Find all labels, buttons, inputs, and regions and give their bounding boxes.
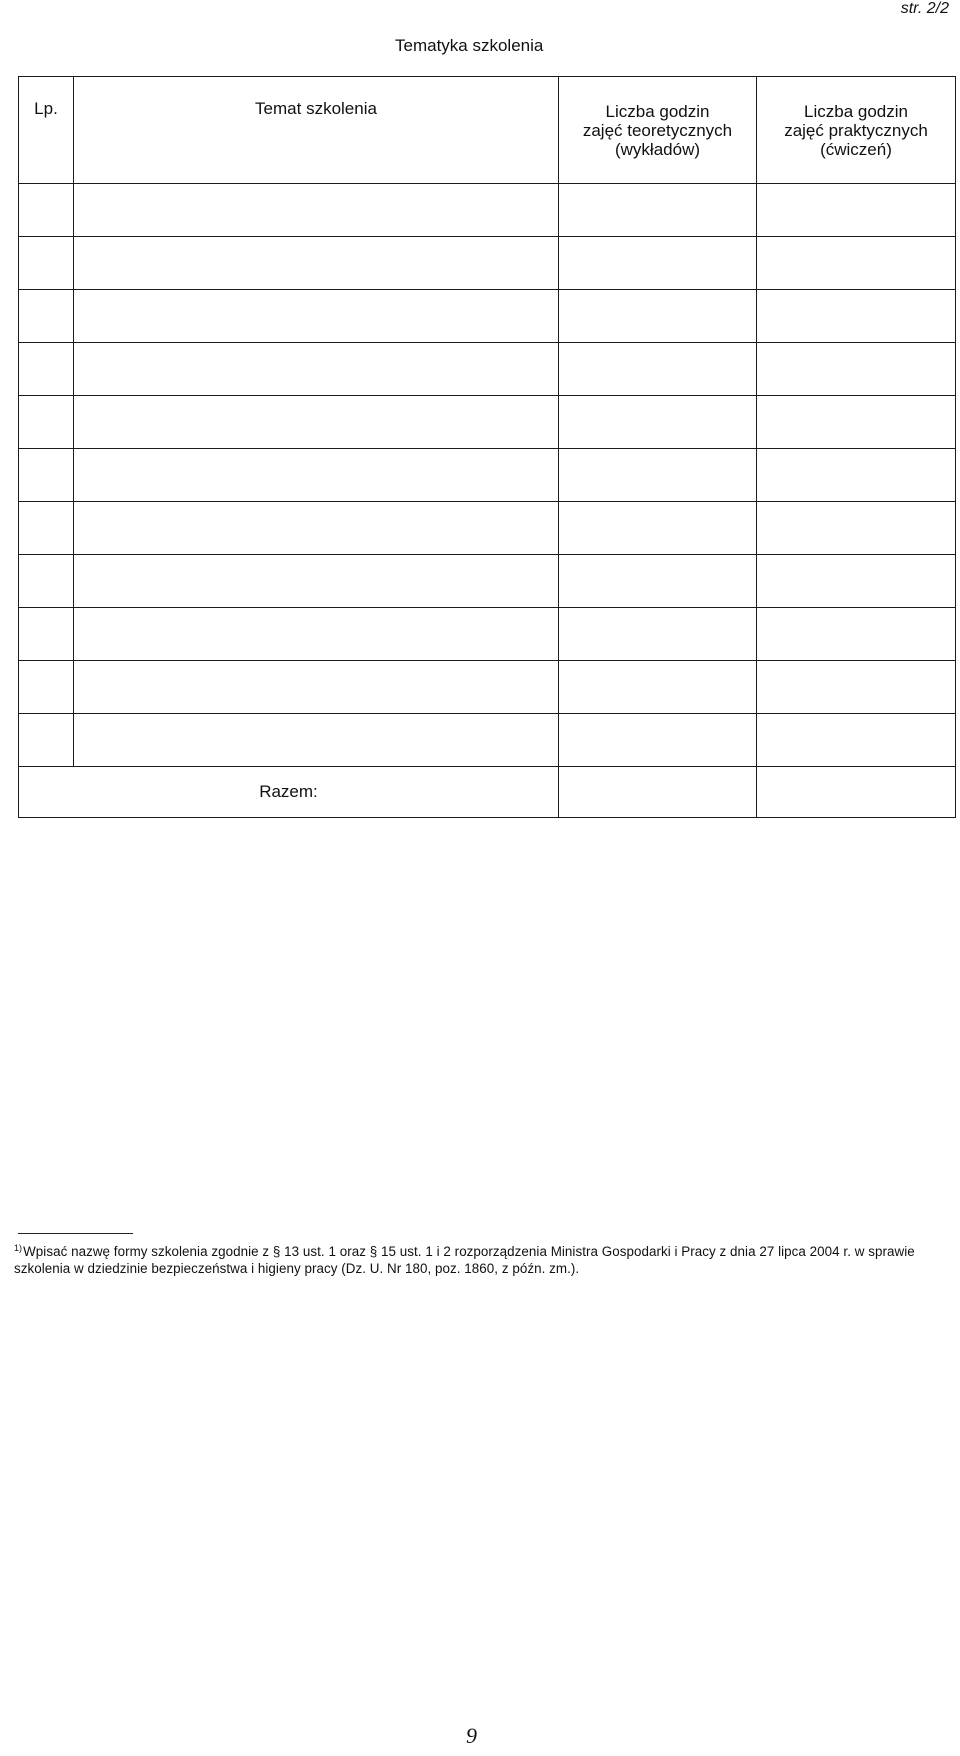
practice-hours-cell[interactable]: [757, 449, 956, 502]
practice-hours-cell[interactable]: [757, 343, 956, 396]
form-title: Tematyka szkolenia: [395, 36, 544, 55]
page-label: str. 2/2: [900, 0, 949, 17]
total-practice-cell[interactable]: [757, 767, 956, 818]
table-body: [19, 184, 956, 818]
table-row: [19, 661, 956, 714]
topic-cell[interactable]: [74, 449, 559, 502]
topic-cell[interactable]: [74, 661, 559, 714]
topic-cell[interactable]: [74, 184, 559, 237]
practice-hours-cell[interactable]: [757, 555, 956, 608]
theory-hours-cell[interactable]: [559, 343, 757, 396]
theory-hours-cell[interactable]: [559, 555, 757, 608]
practice-hours-cell[interactable]: [757, 502, 956, 555]
theory-header-line: (wykładów): [614, 139, 701, 159]
theory-hours-cell[interactable]: [559, 449, 757, 502]
footnote-text: Wpisać nazwę formy szkolenia zgodnie z § 13 ust. 1 oraz § 15 ust. 1 i 2 rozporządzenia Ministra Gospodarki i Pracy z dnia 27 lipca 2004 r. w sprawie szkolenia w dziedzinie bezpieczeństwa i higieny pracy (Dz. U. Nr 180, poz. 1860, z późn. zm.).: [14, 1244, 915, 1276]
practice-hours-cell[interactable]: [757, 184, 956, 237]
lp-cell[interactable]: [19, 661, 74, 714]
lp-cell[interactable]: [19, 608, 74, 661]
total-theory-cell[interactable]: [559, 767, 757, 818]
column-header-theory-hours: [559, 77, 757, 184]
topic-cell[interactable]: [74, 237, 559, 290]
theory-hours-cell[interactable]: [559, 608, 757, 661]
lp-cell[interactable]: [19, 290, 74, 343]
topic-cell[interactable]: [74, 396, 559, 449]
practice-hours-cell[interactable]: [757, 290, 956, 343]
lp-cell[interactable]: [19, 237, 74, 290]
practice-hours-cell[interactable]: [757, 714, 956, 767]
column-header-topic: Temat szkolenia: [74, 77, 559, 184]
practice-header-line: (ćwiczeń): [820, 139, 892, 159]
table-header-row: [19, 77, 956, 184]
theory-header-line: zajęć teoretycznych: [582, 120, 733, 140]
table-row: [19, 608, 956, 661]
lp-cell[interactable]: [19, 714, 74, 767]
table-row: [19, 396, 956, 449]
lp-cell[interactable]: [19, 343, 74, 396]
footnote-marker: 1): [14, 1243, 23, 1253]
topic-cell[interactable]: [74, 714, 559, 767]
table-row: [19, 714, 956, 767]
training-topics-table: [18, 76, 956, 818]
theory-hours-cell[interactable]: [559, 396, 757, 449]
practice-header-line: Liczba godzin: [804, 101, 908, 121]
lp-cell[interactable]: [19, 502, 74, 555]
table-row: [19, 449, 956, 502]
footnote-divider: [18, 1233, 133, 1234]
total-row: [19, 767, 956, 818]
column-header-lp: Lp.: [19, 77, 74, 184]
practice-hours-cell[interactable]: [757, 237, 956, 290]
column-header-practice-hours: [757, 77, 956, 184]
table-row: [19, 290, 956, 343]
theory-hours-cell[interactable]: [559, 661, 757, 714]
table-row: [19, 343, 956, 396]
practice-header-line: zajęć praktycznych: [784, 120, 928, 140]
theory-hours-cell[interactable]: [559, 237, 757, 290]
theory-hours-cell[interactable]: [559, 502, 757, 555]
practice-hours-cell[interactable]: [757, 608, 956, 661]
theory-hours-cell[interactable]: [559, 184, 757, 237]
footnote: [14, 1240, 956, 1277]
table-row: [19, 555, 956, 608]
lp-cell[interactable]: [19, 184, 74, 237]
total-label: Razem:: [19, 767, 559, 818]
topic-cell[interactable]: [74, 343, 559, 396]
topic-cell[interactable]: [74, 290, 559, 343]
practice-hours-cell[interactable]: [757, 396, 956, 449]
topic-cell[interactable]: [74, 608, 559, 661]
topic-cell[interactable]: [74, 555, 559, 608]
topic-cell[interactable]: [74, 502, 559, 555]
table-row: [19, 184, 956, 237]
lp-cell[interactable]: [19, 555, 74, 608]
lp-cell[interactable]: [19, 449, 74, 502]
table-row: [19, 502, 956, 555]
theory-hours-cell[interactable]: [559, 714, 757, 767]
page-number: 9: [466, 1723, 477, 1748]
practice-hours-cell[interactable]: [757, 661, 956, 714]
lp-cell[interactable]: [19, 396, 74, 449]
theory-header-line: Liczba godzin: [605, 101, 710, 121]
theory-hours-cell[interactable]: [559, 290, 757, 343]
table-row: [19, 237, 956, 290]
